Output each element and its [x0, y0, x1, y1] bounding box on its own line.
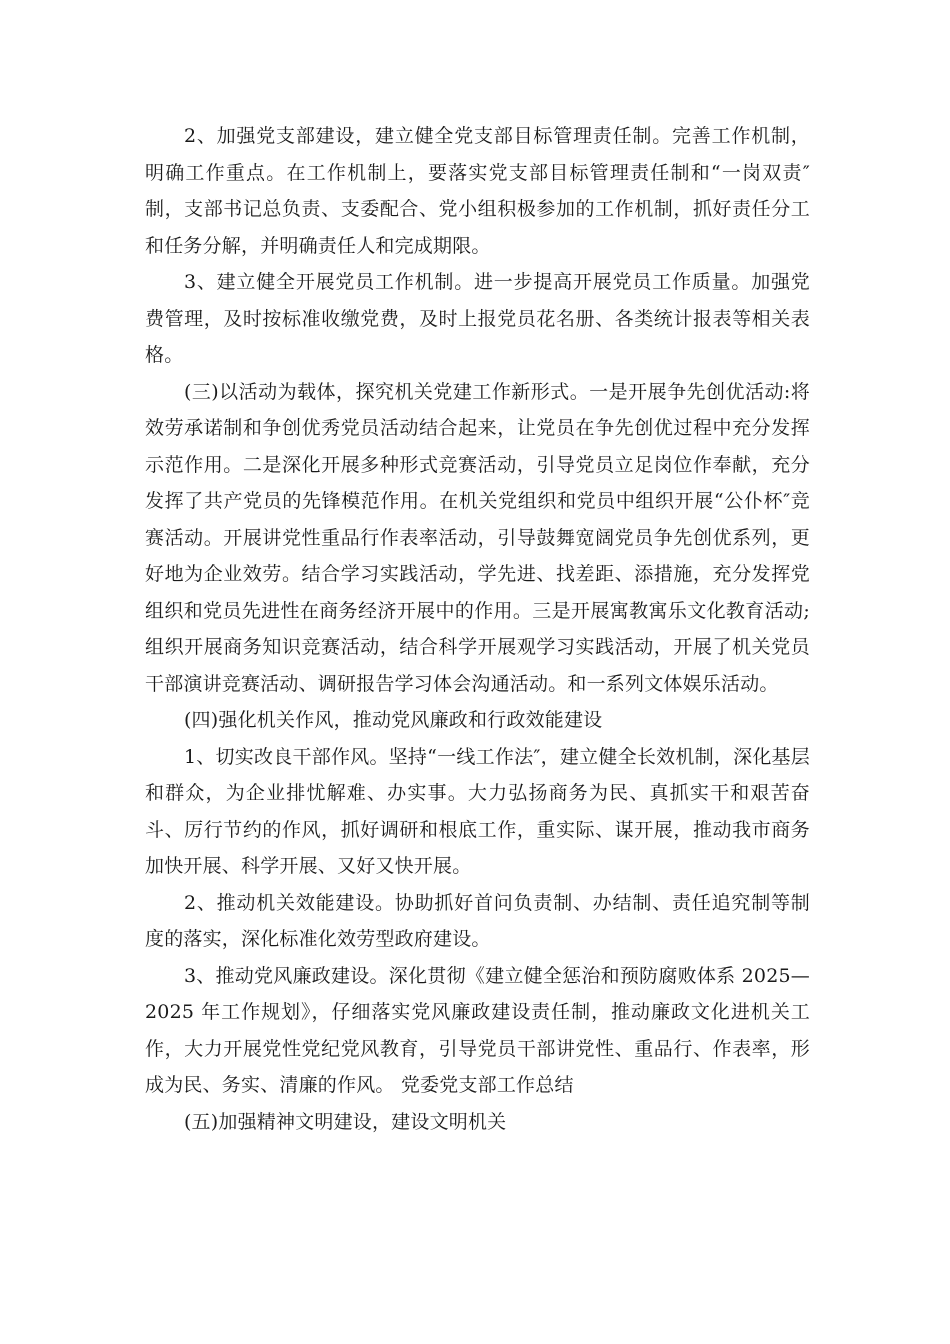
paragraph-integrity: 3、推动党风廉政建设。深化贯彻《建立健全惩治和预防腐败体系 2025—2025 年工作规划》，仔细落实党风廉政建设责任制，推动廉政文化进机关工作，大力开展党性党纪党风教育，引导党员干部讲党性、重品行、作表率，形成为民、务实、清廉的作风。 党委党支部工作总结: [145, 964, 810, 1096]
paragraph-member-mechanism: 3、建立健全开展党员工作机制。进一步提高开展党员工作质量。加强党费管理，及时按标准收缴党费，及时上报党员花名册、各类统计报表等相关表格。: [145, 271, 810, 366]
section-heading-civilization: (五)加强精神文明建设，建设文明机关: [183, 1110, 507, 1133]
document-body: [145, 118, 810, 1140]
section-heading-work-style: (四)强化机关作风，推动党风廉政和行政效能建设: [183, 709, 603, 731]
paragraph-branch-building: 2、加强党支部建设，建立健全党支部目标管理责任制。完善工作机制，明确工作重点。在工作机制上，要落实党支部目标管理责任制和“一岗双责″制，支部书记总负责、支委配合、党小组积极参加的工作机制，抓好责任分工和任务分解，并明确责任人和完成期限。: [145, 125, 810, 257]
paragraph-activities: (三)以活动为载体，探究机关党建工作新形式。一是开展争先创优活动:将效劳承诺制和争创优秀党员活动结合起来，让党员在争先创优过程中充分发挥示范作用。二是深化开展多种形式竞赛活动，引导党员立足岗位作奉献，充分发挥了共产党员的先锋模范作用。在机关党组织和党员中组织开展“公仆杯″竞赛活动。开展讲党性重品行作表率活动，引导鼓舞宽阔党员争先创优系列，更好地为企业效劳。结合学习实践活动，学先进、找差距、添措施，充分发挥党组织和党员先进性在商务经济开展中的作用。三是开展寓教寓乐文化教育活动;组织开展商务知识竞赛活动，结合科学开展观学习实践活动，开展了机关党员干部演讲竞赛活动、调研报告学习体会沟通活动。和一系列文体娱乐活动。: [145, 380, 810, 695]
paragraph-efficiency: 2、推动机关效能建设。协助抓好首问负责制、办结制、责任追究制等制度的落实，深化标准化效劳型政府建设。: [145, 891, 810, 950]
paragraph-cadre-style: 1、切实改良干部作风。坚持“一线工作法″，建立健全长效机制，深化基层和群众，为企业排忧解难、办实事。大力弘扬商务为民、真抓实干和艰苦奋斗、厉行节约的作风，抓好调研和根底工作，重实际、谋开展，推动我市商务加快开展、科学开展、又好又快开展。: [145, 745, 810, 877]
